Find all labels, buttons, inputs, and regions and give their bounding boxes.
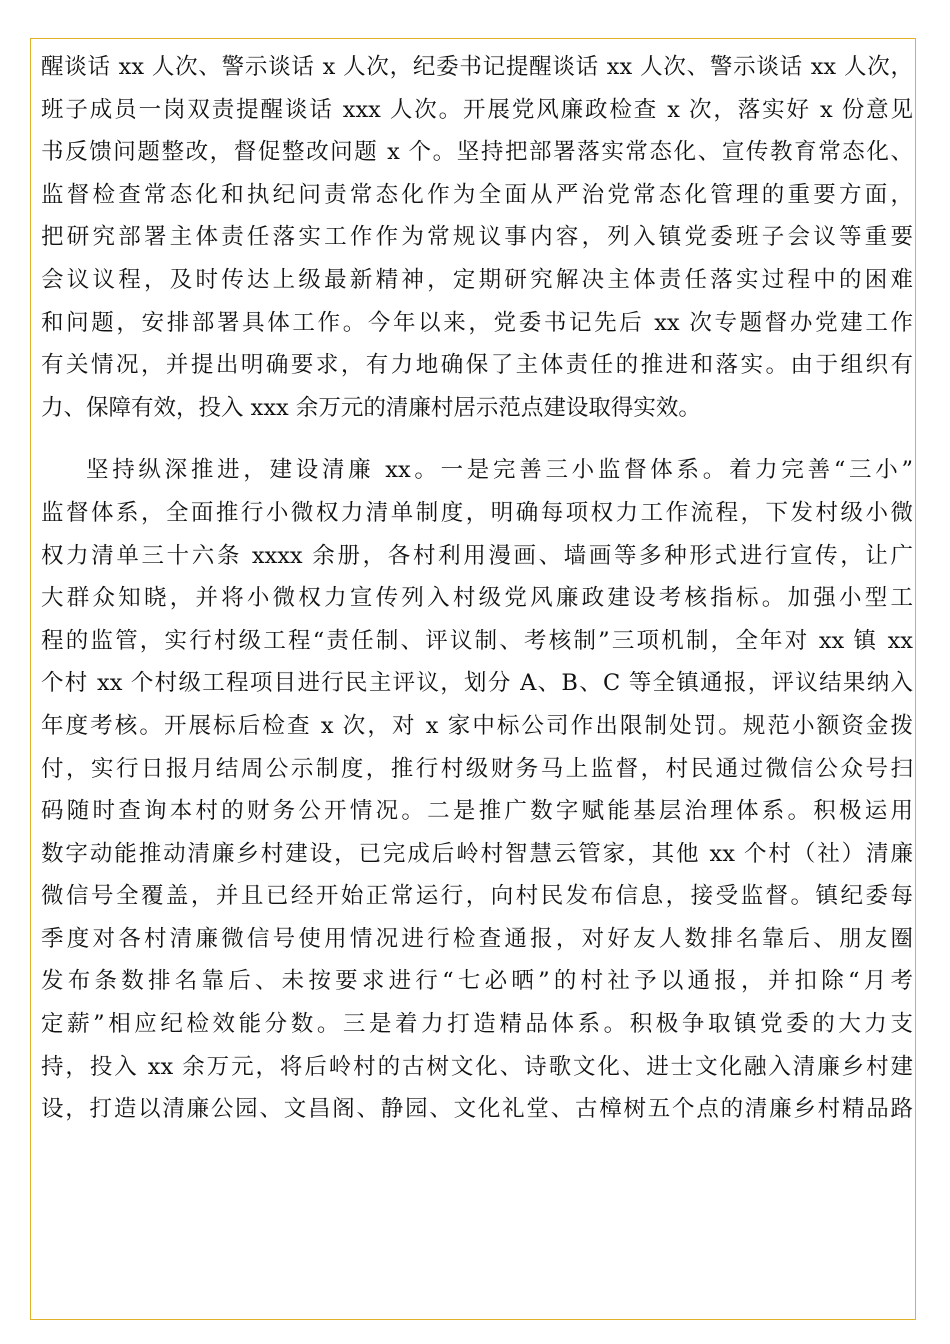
text-line: 力、保障有效，投入 xxx 余万元的清廉村居示范点建设取得实效。 — [41, 394, 701, 421]
text-line: 设，打造以清廉公园、文昌阁、静园、文化礼堂、古樟树五个点的清廉乡村精品路 — [41, 1096, 913, 1123]
text-line: 付，实行日报月结周公示制度，推行村级财务马上监督，村民通过微信公众号扫 — [41, 755, 913, 782]
text-line: 会议议程，及时传达上级最新精神，定期研究解决主体责任落实过程中的困难 — [41, 266, 913, 293]
text-line: 个村 xx 个村级工程项目进行民主评议，划分 A、B、C 等全镇通报，评议结果纳入 — [41, 670, 913, 697]
text-line: 有关情况，并提出明确要求，有力地确保了主体责任的推进和落实。由于组织有 — [41, 352, 913, 379]
text-line: 权力清单三十六条 xxxx 余册，各村利用漫画、墙画等多种形式进行宣传，让广 — [41, 542, 913, 569]
text-line: 季度对各村清廉微信号使用情况进行检查通报，对好友人数排名靠后、朋友圈 — [41, 925, 913, 952]
text-line: 数字动能推动清廉乡村建设，已完成后岭村智慧云管家，其他 xx 个村（社）清廉 — [41, 840, 913, 867]
paragraph-1 — [41, 46, 913, 429]
text-line: 发布条数排名靠后、未按要求进行“七必晒”的村社予以通报，并扣除“月考 — [41, 968, 913, 995]
text-line: 程的监管，实行村级工程“责任制、评议制、考核制”三项机制，全年对 xx 镇 xx — [41, 627, 913, 654]
text-line: 码随时查询本村的财务公开情况。二是推广数字赋能基层治理体系。积极运用 — [41, 798, 913, 825]
text-line: 微信号全覆盖，并且已经开始正常运行，向村民发布信息，接受监督。镇纪委每 — [41, 883, 913, 910]
text-line: 和问题，安排部署具体工作。今年以来，党委书记先后 xx 次专题督办党建工作 — [41, 309, 913, 336]
text-line: 坚持纵深推进，建设清廉 xx。一是完善三小监督体系。着力完善“三小” — [86, 457, 913, 484]
text-line: 大群众知晓，并将小微权力宣传列入村级党风廉政建设考核指标。加强小型工 — [41, 585, 913, 612]
text-line: 监督体系，全面推行小微权力清单制度，明确每项权力工作流程，下发村级小微 — [41, 499, 913, 526]
document-body — [41, 46, 913, 1131]
text-line: 班子成员一岗双责提醒谈话 xxx 人次。开展党风廉政检查 x 次，落实好 x 份意见 — [41, 96, 913, 123]
text-line: 把研究部署主体责任落实工作作为常规议事内容，列入镇党委班子会议等重要 — [41, 224, 913, 251]
text-line: 醒谈话 xx 人次、警示谈话 x 人次，纪委书记提醒谈话 xx 人次、警示谈话 xx 人次， — [41, 54, 913, 80]
paragraph-spacer — [41, 429, 913, 449]
text-line: 定薪”相应纪检效能分数。三是着力打造精品体系。积极争取镇党委的大力支 — [41, 1011, 913, 1038]
text-line: 年度考核。开展标后检查 x 次，对 x 家中标公司作出限制处罚。规范小额资金拨 — [41, 712, 913, 739]
text-line: 持，投入 xx 余万元，将后岭村的古树文化、诗歌文化、进士文化融入清廉乡村建 — [41, 1053, 913, 1080]
paragraph-2 — [41, 449, 913, 1131]
text-line: 书反馈问题整改，督促整改问题 x 个。坚持把部署落实常态化、宣传教育常态化、 — [41, 139, 913, 166]
text-line: 监督检查常态化和执纪问责常态化作为全面从严治党常态化管理的重要方面， — [41, 181, 913, 208]
